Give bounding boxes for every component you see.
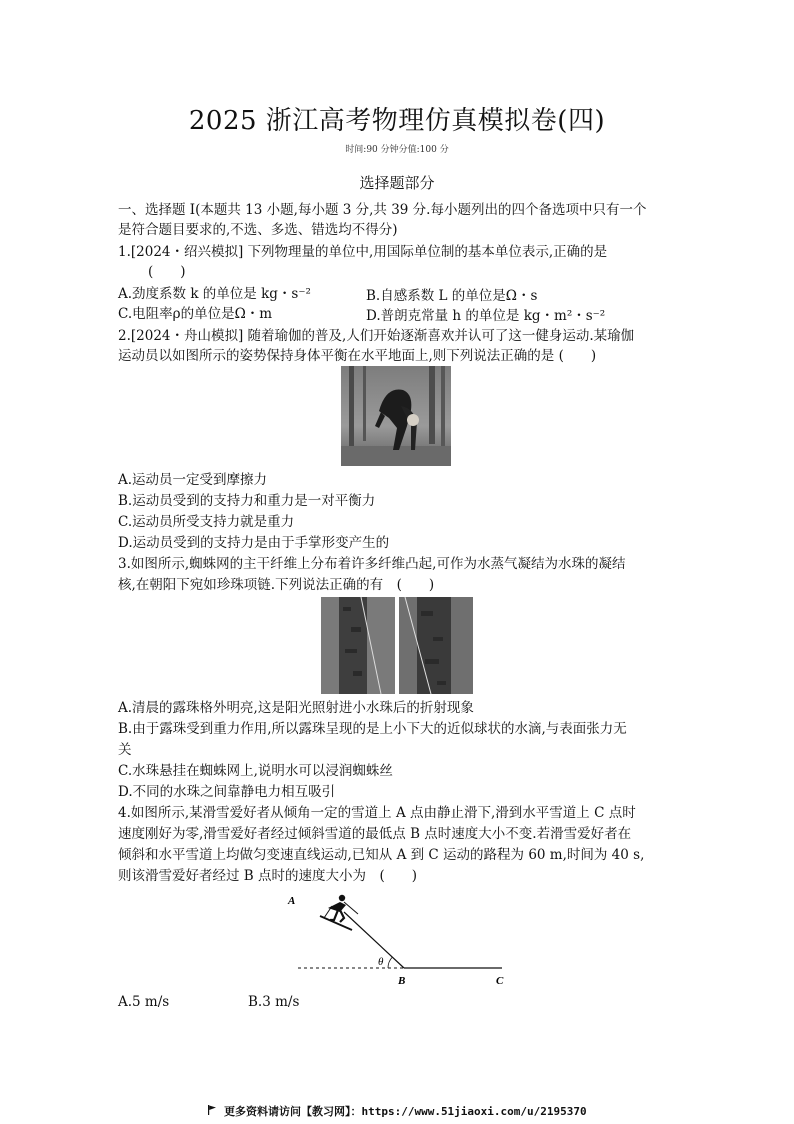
q3-stem-1: 3.如图所示,蜘蛛网的主干纤维上分布着许多纤维凸起,可作为水蒸气凝结为水珠的凝结: [118, 556, 626, 572]
q4-stem-4: 则该滑雪爱好者经过 B 点时的速度大小为 ( ): [118, 868, 418, 884]
yoga-photo: [341, 366, 451, 466]
q4-option-a: A.5 m/s: [118, 994, 170, 1010]
q3-option-b-line-2: 关: [118, 742, 132, 758]
ski-slope-diagram: [284, 890, 514, 990]
q4-stem-2: 速度刚好为零,滑雪爱好者经过倾斜雪道的最低点 B 点时速度大小不变.若滑雪爱好者在: [118, 826, 632, 842]
q3-option-c: C.水珠悬挂在蜘蛛网上,说明水可以浸润蜘蛛丝: [118, 763, 393, 779]
q1-option-b: B.自感系数 L 的单位是Ω・s: [366, 288, 538, 304]
q2-option-c: C.运动员所受支持力就是重力: [118, 514, 295, 530]
angle-theta-label: θ: [378, 956, 384, 968]
q1-option-c: C.电阻率ρ的单位是Ω・m: [118, 306, 273, 322]
q2-option-a: A.运动员一定受到摩擦力: [118, 472, 268, 488]
q2-option-d: D.运动员受到的支持力是由于手掌形变产生的: [118, 535, 390, 551]
q2-option-b: B.运动员受到的支持力和重力是一对平衡力: [118, 493, 376, 509]
q1-stem-1: 1.[2024・绍兴模拟] 下列物理量的单位中,用国际单位制的基本单位表示,正确的是: [118, 244, 608, 260]
q4-stem-3: 倾斜和水平雪道上均做匀变速直线运动,已知从 A 到 C 运动的路程为 60 m,时间为 40 s,: [118, 847, 645, 863]
intro-line-2: 是符合题目要求的,不选、多选、错选均不得分): [118, 222, 398, 238]
flag-icon: [207, 1105, 217, 1115]
q3-option-d: D.不同的水珠之间靠静电力相互吸引: [118, 784, 336, 800]
q1-option-d: D.普朗克常量 h 的单位是 kg・m²・s⁻²: [366, 308, 606, 324]
footer-link[interactable]: 更多资料请访问【教习网】：https://www.51jiaoxi.com/u/2195370: [223, 1105, 587, 1118]
section-heading: 选择题部分: [359, 174, 435, 192]
q2-stem-1: 2.[2024・舟山模拟] 随着瑜伽的普及,人们开始逐渐喜欢并认可了这一健身运动.某瑜伽: [118, 328, 635, 344]
page-title: 2025 浙江高考物理仿真模拟卷(四): [188, 106, 606, 136]
point-a-label: A: [288, 895, 296, 907]
q2-stem-2: 运动员以如图所示的姿势保持身体平衡在水平地面上,则下列说法正确的是 ( ): [118, 348, 597, 364]
q3-option-b-line-1: B.由于露珠受到重力作用,所以露珠呈现的是上小下大的近似球状的水滴,与表面张力无: [118, 721, 627, 737]
point-b-label: B: [398, 975, 406, 987]
footer: [0, 1103, 794, 1119]
q1-option-a: A.劲度系数 k 的单位是 kg・s⁻²: [118, 286, 311, 302]
q3-stem-2: 核,在朝阳下宛如珍珠项链.下列说法正确的有 ( ): [118, 577, 435, 593]
skier-icon: [320, 895, 358, 930]
q1-stem-2: ( ): [148, 264, 186, 280]
intro-line-1: 一、选择题 Ⅰ(本题共 13 小题,每小题 3 分,共 39 分.每小题列出的四个备选项中只有一个: [118, 202, 647, 218]
spider-web-photo: [321, 597, 473, 694]
q3-option-a: A.清晨的露珠格外明亮,这是阳光照射进小水珠后的折射现象: [118, 700, 474, 716]
q4-option-b: B.3 m/s: [248, 994, 300, 1010]
point-c-label: C: [496, 975, 504, 987]
page-subtitle: 时间:90 分钟分值:100 分: [345, 145, 449, 155]
q4-stem-1: 4.如图所示,某滑雪爱好者从倾角一定的雪道上 A 点由静止滑下,滑到水平雪道上 C 点时: [118, 805, 636, 821]
